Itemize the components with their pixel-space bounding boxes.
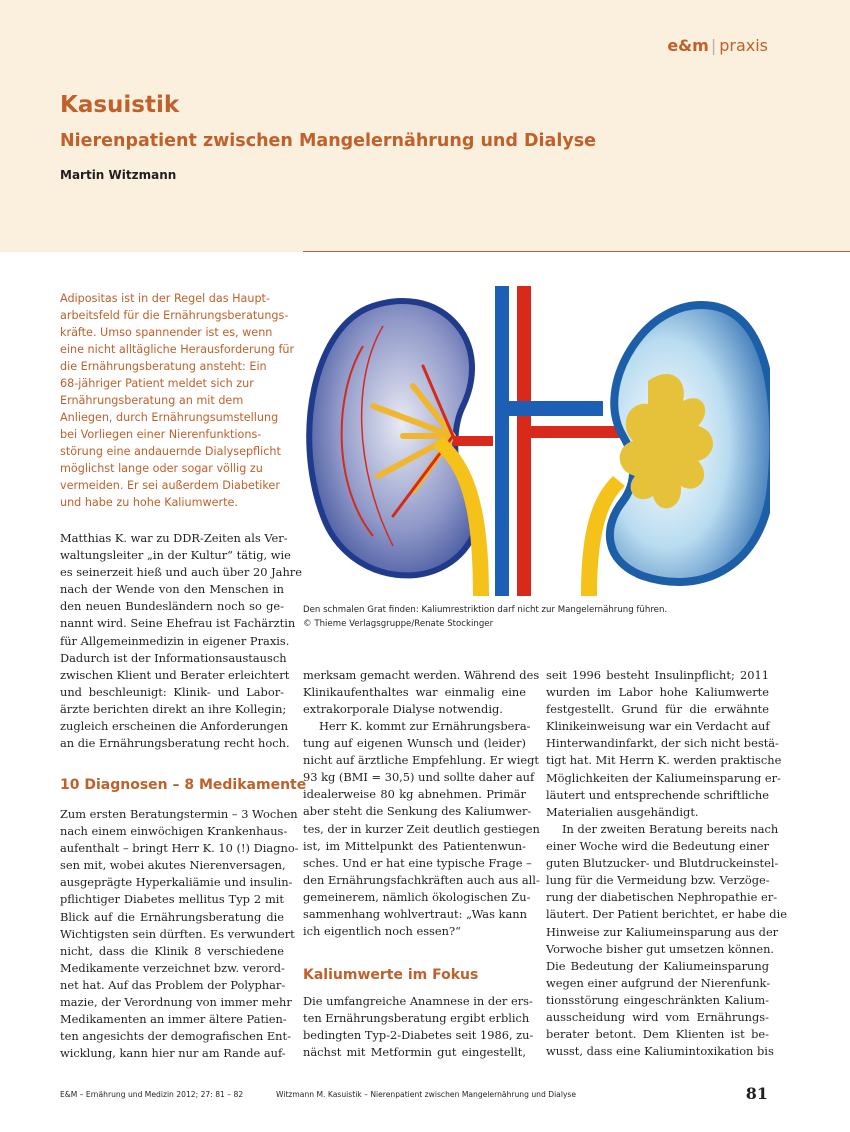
text-line: einer Woche wird die Bedeutung einer: [546, 839, 769, 854]
text-line: tes, der in kurzer Zeit deutlich gestiegen: [303, 821, 540, 836]
text-line: und habe zu hohe Kaliumwerte.: [60, 496, 238, 509]
left-kidney: [309, 301, 477, 575]
footer-citation: Witzmann M. Kasuistik – Nierenpatient zwischen Mangelernährung und Dialyse: [276, 1090, 577, 1099]
body-column-1-para-2: [60, 806, 299, 1062]
text-line: Adipositas ist in der Regel das Haupt-: [60, 292, 270, 305]
text-line: bei Vorliegen einer Nierenfunktions-: [60, 428, 262, 441]
text-line: gemeinerem, nämlich ökologischen Zu-: [303, 889, 531, 904]
text-line: es seinerzeit hieß und auch über 20 Jahre: [60, 565, 302, 580]
text-line: Anliegen, durch Ernährungsumstellung: [60, 411, 279, 424]
text-line: wurden im Labor hohe Kaliumwerte: [546, 685, 769, 700]
text-line: aufenthalt – bringt Herr K. 10 (!) Diagno-: [60, 841, 299, 856]
body-column-2-para-3: [303, 993, 534, 1061]
body-column-3-para-2: [546, 821, 787, 1060]
text-line: 68-jähriger Patient meldet sich zur: [60, 377, 254, 390]
footer-journal: E&M – Ernährung und Medizin 2012; 27: 81 – 82: [60, 1090, 244, 1099]
text-line: arbeitsfeld für die Ernährungsberatungs-: [60, 309, 289, 322]
text-line: ten angesichts der demografischen Ent-: [60, 1029, 291, 1044]
text-line: nannt wird. Seine Ehefrau ist Fachärztin: [60, 616, 296, 631]
text-line: ten Ernährungsberatung ergibt erblich: [303, 1011, 530, 1026]
text-line: festgestellt. Grund für die erwähnte: [546, 702, 769, 717]
text-line: Die umfangreiche Anamnese in der ers-: [303, 994, 533, 1008]
text-line: idealerweise 80 kg abnehmen. Primär: [303, 787, 526, 802]
text-line: merksam gemacht werden. Während des: [303, 668, 540, 682]
article-title: Kasuistik: [60, 92, 180, 118]
text-line: Medikamenten an immer ältere Patien-: [60, 1012, 287, 1027]
caption-credit: © Thieme Verlagsgruppe/Renate Stockinger: [303, 619, 494, 629]
text-line: aber steht die Senkung des Kaliumwer-: [303, 804, 532, 819]
text-line: nach der Wende von den Menschen in: [60, 582, 284, 597]
text-line: Hinterwandinfarkt, der sich nicht bestä-: [546, 736, 779, 751]
caption-text: Den schmalen Grat finden: Kaliumrestriktion darf nicht zur Mangelernährung führen.: [303, 605, 668, 615]
text-line: Matthias K. war zu DDR-Zeiten als Ver-: [60, 531, 288, 545]
text-line: bedingten Typ-2-Diabetes seit 1986, zu-: [303, 1028, 534, 1043]
text-line: lung für die Vermeidung bzw. Verzöge-: [546, 873, 770, 888]
text-line: Wichtigsten sein dürften. Es verwundert: [60, 926, 295, 941]
text-line: ausscheidung wird vom Ernährungs-: [546, 1010, 769, 1025]
text-line: Klinikeinweisung war ein Verdacht auf: [546, 719, 770, 734]
text-line: In der zweiten Beratung bereits nach: [562, 822, 779, 836]
text-line: net hat. Auf das Problem der Polyphar-: [60, 977, 286, 992]
text-line: nicht, dass die Klinik 8 verschiedene: [60, 943, 284, 958]
text-line: 93 kg (BMI = 30,5) und sollte daher auf: [303, 770, 535, 785]
article-author: Martin Witzmann: [60, 168, 177, 182]
text-line: sammenhang wohlvertraut: „Was kann: [303, 907, 527, 922]
text-line: Hinweise zur Kaliumeinsparung aus der: [546, 924, 779, 939]
text-line: sen mit, wobei akutes Nierenversagen,: [60, 858, 286, 873]
text-line: tionsstörung eingeschränkten Kalium-: [546, 992, 769, 1007]
text-line: seit 1996 besteht Insulinpflicht; 2011: [546, 668, 769, 682]
text-line: Klinikaufenthaltes war einmalig eine: [303, 685, 526, 700]
text-line: pflichtiger Diabetes mellitus Typ 2 mit: [60, 892, 284, 907]
text-line: Die Bedeutung der Kaliumeinsparung: [546, 958, 769, 973]
brand-separator: |: [710, 36, 717, 55]
text-line: den Ernährungsfachkräften auch aus all-: [303, 872, 540, 887]
right-kidney: [610, 305, 770, 582]
section-brand: [667, 36, 768, 55]
text-line: tung auf eigenen Wunsch und (leider): [303, 736, 526, 751]
text-line: ärzte berichten direkt an ihre Kollegin;: [60, 701, 287, 716]
text-line: vermeiden. Er sei außerdem Diabetiker: [60, 479, 280, 492]
text-line: für Allgemeinmedizin in eigener Praxis.: [60, 633, 290, 648]
figure-caption: [303, 603, 667, 631]
text-line: störung eine andauernde Dialysepflicht: [60, 445, 281, 458]
lead-paragraph: [60, 290, 295, 511]
text-line: Vorwoche bisher gut umsetzen können.: [546, 941, 775, 956]
text-line: eine nicht alltägliche Herausforderung für: [60, 343, 295, 356]
article-subtitle: Nierenpatient zwischen Mangelernährung und Dialyse: [60, 131, 597, 151]
text-line: Materialien ausgehändigt.: [546, 804, 699, 819]
text-line: waltungsleiter „in der Kultur“ tätig, wie: [60, 548, 291, 563]
body-column-1-para-1: [60, 530, 302, 752]
text-line: die Ernährungsberatung ansteht: Ein: [60, 360, 267, 373]
heading-kaliumwerte: Kaliumwerte im Fokus: [303, 967, 479, 983]
text-line: Herr K. kommt zur Ernährungsbera-: [319, 719, 531, 733]
text-line: nächst mit Metformin gut eingestellt,: [303, 1045, 526, 1060]
text-line: zugleich erscheinen die Anforderungen: [60, 719, 289, 734]
text-line: extrakorporale Dialyse notwendig.: [303, 702, 503, 717]
text-line: wusst, dass eine Kaliumintoxikation bis: [546, 1044, 774, 1059]
text-line: ich eigentlich noch essen?“: [303, 924, 461, 939]
text-line: Dadurch ist der Informationsaustausch: [60, 650, 287, 665]
text-line: wicklung, kann hier nur am Rande auf-: [60, 1046, 286, 1061]
text-line: den neuen Bundesländern noch so ge-: [60, 599, 284, 614]
text-line: sches. Und er hat eine typische Frage –: [303, 855, 532, 870]
body-column-2-para-2: [303, 718, 540, 940]
text-line: Zum ersten Beratungstermin – 3 Wochen: [60, 807, 298, 821]
text-line: Blick auf die Ernährungsberatung die: [60, 909, 284, 924]
text-line: berater betont. Dem Klienten ist be-: [546, 1027, 769, 1042]
text-line: läutert. Der Patient berichtet, er habe die: [546, 907, 787, 922]
text-line: ist, im Mittelpunkt des Patientenwun-: [303, 838, 526, 853]
text-line: zwischen Klient und Berater erleichtert: [60, 667, 290, 682]
text-line: ausgeprägte Hyperkaliämie und insulin-: [60, 875, 293, 890]
text-line: und beschleunigt: Klinik- und Labor-: [60, 684, 284, 699]
text-line: tigt hat. Mit Herrn K. werden praktische: [546, 753, 782, 768]
body-column-3-para-1: [546, 667, 782, 821]
text-line: läutert und entsprechende schriftliche: [546, 787, 769, 802]
brand-section: praxis: [719, 36, 768, 55]
text-line: nach einem einwöchigen Krankenhaus-: [60, 824, 288, 839]
text-line: Möglichkeiten der Kaliumeinsparung er-: [546, 770, 781, 785]
text-line: guten Blutzucker- und Blutdruckeinstel-: [546, 856, 779, 871]
text-line: rung der diabetischen Nephropathie er-: [546, 890, 778, 905]
text-line: an die Ernährungsberatung recht hoch.: [60, 736, 290, 751]
brand-logo: e&m: [667, 36, 709, 55]
page-number: 81: [745, 1084, 768, 1103]
body-column-2-para-1: [303, 667, 540, 718]
text-line: wegen einer aufgrund der Nierenfunk-: [546, 975, 771, 990]
text-line: nicht auf ärztliche Empfehlung. Er wiegt: [303, 753, 539, 768]
header-rule: [303, 251, 850, 252]
text-line: Medikamente verzeichnet bzw. verord-: [60, 960, 285, 975]
heading-diagnosen: 10 Diagnosen – 8 Medikamente: [60, 777, 307, 793]
text-line: kräfte. Umso spannender ist es, wenn: [60, 326, 273, 339]
text-line: mazie, der Verordnung von immer mehr: [60, 995, 292, 1010]
kidney-illustration: [303, 286, 770, 596]
text-line: Ernährungsberatung an mit dem: [60, 394, 244, 407]
text-line: möglichst lange oder sogar völlig zu: [60, 462, 263, 475]
